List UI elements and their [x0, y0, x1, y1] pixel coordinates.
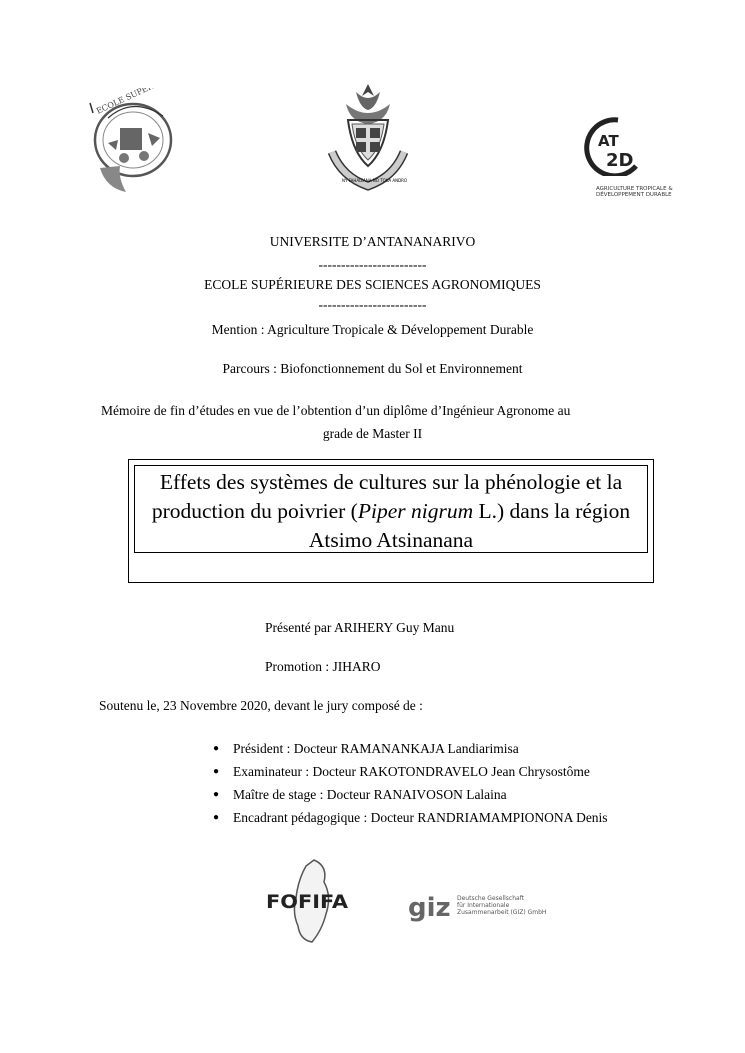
- memoire-line-2: grade de Master II: [322, 426, 423, 441]
- promotion: Promotion : JIHARO: [265, 659, 381, 674]
- presented-by: Présenté par ARIHERY Guy Manu: [265, 620, 455, 635]
- jury-member-encadrant: ● Encadrant pédagogique : Docteur RANDRIAMAMPIONONA Denis: [213, 806, 608, 829]
- essa-emblem-logo: [78, 88, 180, 196]
- svg-text:ECOLE SUPERIEURE: ECOLE SUPERIEURE: [95, 88, 180, 116]
- jury-member-president: ● Président : Docteur RAMANANKAJA Landiarimisa: [213, 737, 608, 760]
- university-name: UNIVERSITE D’ANTANANARIVO: [269, 234, 476, 249]
- title-frame: [128, 459, 654, 583]
- school-name: ECOLE SUPÉRIEURE DES SCIENCES AGRONOMIQUES: [204, 277, 541, 292]
- bullet-icon: ●: [213, 789, 220, 800]
- at2d-caption-2: DÉVELOPPEMENT DURABLE: [596, 192, 672, 198]
- giz-logo: [408, 892, 548, 926]
- giz-logo-icon: [408, 892, 454, 924]
- fofifa-logo: [262, 856, 354, 946]
- bullet-icon: ●: [213, 743, 220, 754]
- fofifa-logo-icon: [262, 856, 354, 946]
- seal-motto: NY FAHAIZANA NO TOKA ANDRO: [342, 178, 408, 183]
- title-line-3: Atsimo Atsinanana: [308, 528, 474, 552]
- at2d-logo: [572, 116, 682, 198]
- title-line-2-pre: production du poivrier (: [151, 499, 358, 523]
- separator-1: ------------------------: [318, 257, 427, 272]
- svg-text:giz: giz: [408, 893, 451, 923]
- bullet-icon: ●: [213, 812, 220, 823]
- at2d-caption-1: AGRICULTURE TROPICALE &: [596, 186, 673, 192]
- svg-text:AT: AT: [598, 132, 619, 150]
- mention: Mention : Agriculture Tropicale & Développement Durable: [211, 322, 534, 337]
- giz-caption-1: Deutsche Gesellschaft: [457, 895, 525, 902]
- svg-text:2D: 2D: [606, 150, 634, 171]
- university-seal-icon: [322, 82, 414, 194]
- separator-2: ------------------------: [318, 297, 427, 312]
- thesis-title: [134, 465, 648, 553]
- giz-caption-2: für Internationale: [457, 902, 510, 909]
- essa-emblem-icon: [78, 88, 180, 196]
- title-line-2-post: L.) dans la région: [473, 499, 631, 523]
- at2d-logo-icon: [578, 116, 648, 176]
- title-line-1: Effets des systèmes de cultures sur la phénologie et la: [159, 470, 623, 494]
- defense-intro: Soutenu le, 23 Novembre 2020, devant le jury composé de :: [99, 698, 423, 713]
- parcours: Parcours : Biofonctionnement du Sol et Environnement: [222, 361, 523, 376]
- title-line-2: [135, 497, 647, 526]
- giz-caption-3: Zusammenarbeit (GIZ) GmbH: [457, 909, 547, 916]
- bullet-icon: ●: [213, 766, 220, 777]
- jury-member-examinateur: ● Examinateur : Docteur RAKOTONDRAVELO Jean Chrysostôme: [213, 760, 608, 783]
- jury-member-maitre-de-stage: ● Maître de stage : Docteur RANAIVOSON Lalaina: [213, 783, 608, 806]
- svg-text:FOFIFA: FOFIFA: [266, 891, 349, 913]
- jury-list: [213, 737, 608, 829]
- species-name: Piper nigrum: [357, 499, 474, 523]
- university-seal-logo: [322, 82, 414, 194]
- memoire-line-1: Mémoire de fin d’études en vue de l’obtention d’un diplôme d’Ingénieur Agronome au: [101, 403, 571, 418]
